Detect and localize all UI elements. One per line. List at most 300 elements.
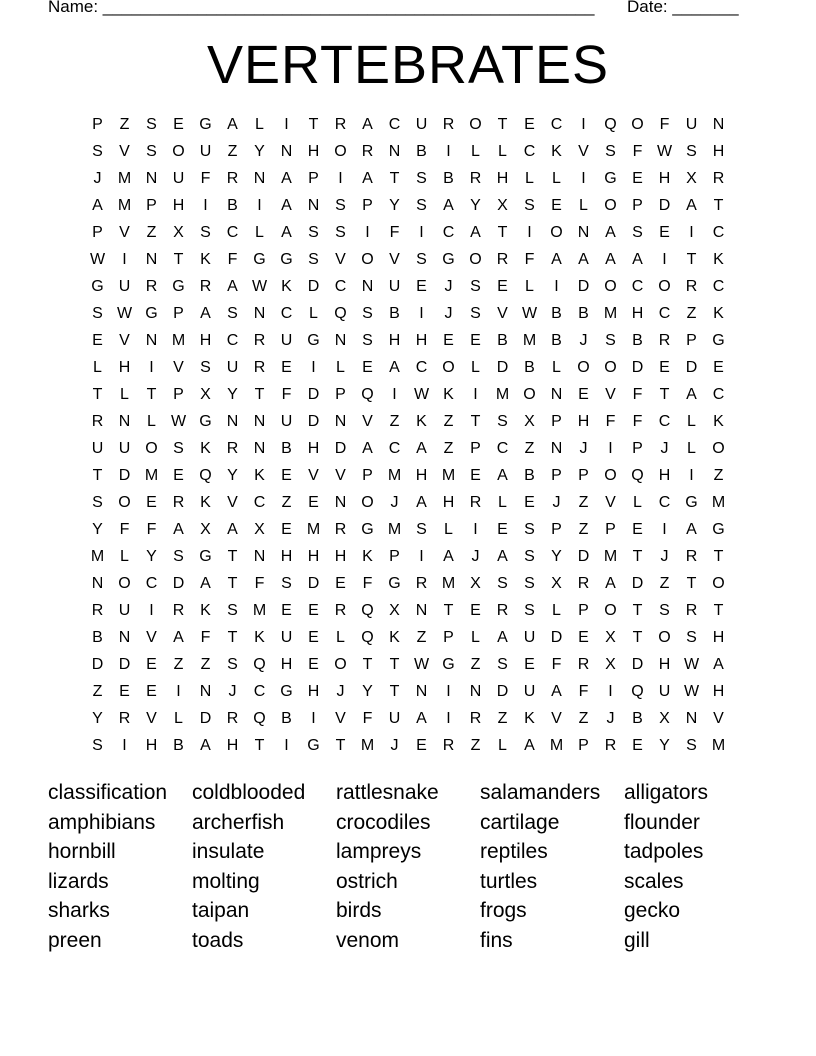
grid-letter: T — [632, 629, 643, 646]
grid-letter: C — [712, 224, 725, 241]
grid-letter: S — [92, 305, 103, 322]
grid-letter: L — [498, 494, 507, 511]
grid-letter: I — [392, 386, 397, 403]
grid-letter: M — [90, 548, 105, 565]
grid-letter: S — [146, 116, 157, 133]
grid-letter: A — [281, 224, 292, 241]
grid-letter: E — [416, 278, 427, 295]
grid-letter: E — [308, 602, 319, 619]
grid-letter: F — [659, 116, 670, 133]
grid-letter: P — [551, 521, 562, 538]
grid-letter: E — [281, 467, 292, 484]
grid-letter: B — [497, 332, 508, 349]
grid-letter: P — [173, 305, 184, 322]
grid-letter: E — [443, 332, 454, 349]
grid-letter: X — [389, 602, 400, 619]
grid-letter: W — [89, 251, 106, 268]
grid-letter: K — [416, 413, 427, 430]
grid-letter: T — [632, 548, 643, 565]
grid-letter: V — [119, 332, 130, 349]
grid-letter: R — [469, 494, 482, 511]
grid-letter: R — [199, 278, 212, 295]
grid-letter: A — [200, 575, 211, 592]
grid-letter: E — [524, 116, 535, 133]
grid-letter: H — [712, 143, 725, 160]
grid-letter: A — [443, 548, 454, 565]
grid-letter: O — [118, 575, 131, 592]
grid-letter: S — [524, 602, 535, 619]
grid-letter: M — [117, 197, 132, 214]
grid-letter: K — [254, 629, 265, 646]
grid-letter: I — [284, 737, 289, 754]
word-bank-item: venom — [336, 928, 400, 952]
grid-letter: U — [685, 116, 698, 133]
grid-letter: F — [632, 413, 643, 430]
grid-letter: H — [712, 683, 725, 700]
grid-letter: P — [605, 521, 616, 538]
grid-letter: X — [173, 224, 184, 241]
grid-letter: T — [659, 386, 670, 403]
grid-letter: O — [145, 440, 158, 457]
grid-letter: O — [469, 116, 482, 133]
grid-letter: B — [173, 737, 184, 754]
grid-letter: I — [149, 602, 154, 619]
grid-letter: I — [446, 683, 451, 700]
grid-letter: E — [281, 521, 292, 538]
grid-letter: R — [334, 602, 347, 619]
grid-letter: S — [470, 278, 481, 295]
grid-letter: Y — [254, 143, 265, 160]
grid-letter: C — [280, 305, 293, 322]
grid-letter: Z — [200, 656, 211, 673]
grid-letter: H — [442, 494, 455, 511]
grid-letter: F — [119, 521, 130, 538]
grid-letter: E — [713, 359, 724, 376]
word-bank-item: molting — [192, 869, 260, 893]
word-bank-item: coldblooded — [192, 781, 306, 804]
grid-letter: L — [498, 143, 507, 160]
grid-letter: I — [689, 467, 694, 484]
grid-letter: H — [172, 197, 185, 214]
grid-letter: C — [658, 494, 671, 511]
grid-letter: O — [523, 386, 536, 403]
grid-letter: M — [603, 305, 618, 322]
grid-letter: G — [199, 548, 212, 565]
grid-letter: R — [91, 413, 104, 430]
grid-letter: J — [390, 737, 399, 754]
word-bank-item: turtles — [480, 869, 538, 893]
grid-letter: S — [524, 575, 535, 592]
grid-letter: R — [496, 602, 509, 619]
grid-letter: Y — [470, 197, 481, 214]
grid-letter: R — [334, 116, 347, 133]
grid-letter: A — [416, 494, 427, 511]
word-bank-item: insulate — [192, 840, 265, 864]
grid-letter: Z — [92, 683, 103, 700]
word-bank-item: frogs — [480, 899, 527, 923]
grid-letter: T — [497, 116, 508, 133]
grid-letter: Z — [416, 629, 427, 646]
grid-letter: V — [335, 251, 346, 268]
grid-letter: I — [149, 359, 154, 376]
grid-letter: U — [388, 278, 401, 295]
grid-letter: V — [578, 143, 589, 160]
grid-letter: A — [362, 116, 373, 133]
grid-letter: S — [524, 197, 535, 214]
grid-letter: I — [662, 251, 667, 268]
grid-letter: M — [441, 575, 456, 592]
grid-letter: S — [200, 359, 211, 376]
grid-letter: H — [307, 548, 320, 565]
word-bank-item: gill — [624, 928, 650, 952]
grid-letter: W — [116, 305, 133, 322]
grid-letter: O — [712, 440, 725, 457]
grid-letter: R — [334, 521, 347, 538]
grid-letter: N — [334, 494, 347, 511]
grid-letter: E — [146, 656, 157, 673]
grid-letter: L — [552, 359, 561, 376]
grid-letter: K — [200, 494, 211, 511]
grid-letter: V — [389, 251, 400, 268]
grid-letter: R — [685, 602, 698, 619]
grid-letter: Z — [281, 494, 292, 511]
name-field-line: Name: ____________________________________________________ — [48, 0, 595, 16]
grid-letter: B — [281, 710, 292, 727]
grid-letter: U — [415, 116, 428, 133]
grid-letter: I — [311, 359, 316, 376]
grid-letter: J — [606, 710, 615, 727]
grid-letter: S — [227, 305, 238, 322]
grid-letter: R — [91, 602, 104, 619]
grid-letter: T — [92, 467, 103, 484]
grid-letter: L — [687, 413, 696, 430]
grid-letter: A — [551, 251, 562, 268]
grid-letter: T — [497, 224, 508, 241]
grid-letter: H — [118, 359, 131, 376]
grid-letter: G — [685, 494, 698, 511]
grid-letter: J — [552, 494, 561, 511]
grid-letter: C — [334, 278, 347, 295]
grid-letter: N — [712, 116, 725, 133]
grid-letter: I — [608, 683, 613, 700]
grid-letter: N — [685, 710, 698, 727]
grid-letter: C — [145, 575, 158, 592]
grid-letter: P — [551, 467, 562, 484]
grid-letter: F — [578, 683, 589, 700]
grid-letter: Q — [604, 116, 617, 133]
grid-letter: Q — [253, 710, 266, 727]
grid-letter: F — [200, 629, 211, 646]
grid-letter: W — [656, 143, 673, 160]
grid-letter: C — [658, 305, 671, 322]
grid-letter: D — [334, 440, 347, 457]
grid-letter: R — [685, 278, 698, 295]
grid-letter: Y — [389, 197, 400, 214]
grid-letter: I — [419, 305, 424, 322]
grid-letter: K — [362, 548, 373, 565]
grid-letter: A — [605, 224, 616, 241]
grid-letter: Y — [362, 683, 373, 700]
grid-letter: O — [550, 224, 563, 241]
grid-letter: E — [308, 629, 319, 646]
grid-letter: S — [146, 143, 157, 160]
grid-letter: V — [335, 710, 346, 727]
grid-letter: S — [173, 440, 184, 457]
word-bank-item: taipan — [192, 899, 250, 923]
grid-letter: S — [686, 629, 697, 646]
grid-letter: X — [659, 710, 670, 727]
grid-letter: O — [604, 602, 617, 619]
grid-letter: N — [415, 602, 428, 619]
grid-letter: K — [200, 440, 211, 457]
grid-letter: U — [91, 440, 104, 457]
grid-letter: R — [226, 170, 239, 187]
grid-letter: I — [419, 224, 424, 241]
grid-letter: H — [145, 737, 158, 754]
grid-letter: A — [497, 467, 508, 484]
grid-letter: G — [361, 521, 374, 538]
grid-letter: C — [712, 386, 725, 403]
grid-letter: E — [524, 494, 535, 511]
grid-letter: R — [442, 116, 455, 133]
grid-letter: E — [470, 602, 481, 619]
word-bank-item: flounder — [624, 810, 700, 834]
grid-letter: I — [365, 224, 370, 241]
grid-letter: S — [335, 224, 346, 241]
grid-letter: L — [579, 197, 588, 214]
grid-letter: O — [334, 143, 347, 160]
grid-letter: G — [442, 656, 455, 673]
grid-letter: S — [92, 494, 103, 511]
grid-letter: X — [605, 656, 616, 673]
grid-letter: N — [280, 143, 293, 160]
grid-letter: F — [632, 386, 643, 403]
grid-letter: Y — [92, 521, 103, 538]
grid-letter: X — [524, 413, 535, 430]
grid-letter: B — [632, 332, 643, 349]
grid-letter: I — [338, 170, 343, 187]
grid-letter: N — [226, 413, 239, 430]
grid-letter: O — [658, 278, 671, 295]
grid-letter: S — [416, 251, 427, 268]
grid-letter: H — [334, 548, 347, 565]
grid-letter: H — [658, 656, 671, 673]
grid-letter: V — [119, 143, 130, 160]
grid-letter: N — [307, 197, 320, 214]
grid-letter: R — [712, 170, 725, 187]
grid-letter: I — [662, 521, 667, 538]
grid-letter: A — [686, 197, 697, 214]
grid-letter: R — [685, 548, 698, 565]
grid-letter: S — [686, 143, 697, 160]
grid-letter: S — [416, 197, 427, 214]
grid-letter: G — [604, 170, 617, 187]
grid-letter: N — [415, 683, 428, 700]
grid-letter: N — [469, 683, 482, 700]
grid-letter: P — [686, 332, 697, 349]
grid-letter: H — [307, 440, 320, 457]
grid-letter: E — [416, 737, 427, 754]
grid-letter: E — [578, 386, 589, 403]
word-bank-item: preen — [48, 928, 102, 952]
grid-letter: T — [713, 548, 724, 565]
grid-letter: E — [308, 656, 319, 673]
grid-letter: S — [227, 602, 238, 619]
grid-letter: L — [255, 116, 264, 133]
grid-letter: I — [473, 521, 478, 538]
grid-letter: O — [469, 251, 482, 268]
grid-letter: E — [659, 224, 670, 241]
grid-letter: G — [280, 683, 293, 700]
word-bank-item: lampreys — [336, 840, 422, 864]
grid-letter: B — [443, 170, 454, 187]
grid-letter: U — [118, 602, 131, 619]
grid-letter: S — [335, 197, 346, 214]
grid-letter: Z — [578, 521, 589, 538]
grid-letter: S — [92, 737, 103, 754]
grid-letter: U — [388, 710, 401, 727]
grid-letter: O — [361, 251, 374, 268]
grid-letter: C — [388, 116, 401, 133]
grid-letter: T — [254, 386, 265, 403]
grid-letter: X — [254, 521, 265, 538]
grid-letter: T — [173, 251, 184, 268]
grid-letter: H — [415, 467, 428, 484]
grid-letter: O — [712, 575, 725, 592]
grid-letter: L — [120, 548, 129, 565]
grid-letter: N — [334, 413, 347, 430]
grid-letter: O — [172, 143, 185, 160]
grid-letter: B — [227, 197, 238, 214]
grid-letter: E — [659, 359, 670, 376]
grid-letter: Q — [253, 656, 266, 673]
grid-letter: Z — [578, 494, 589, 511]
grid-letter: E — [281, 602, 292, 619]
grid-letter: D — [577, 548, 590, 565]
grid-letter: D — [658, 197, 671, 214]
grid-letter: F — [524, 251, 535, 268]
grid-letter: P — [92, 116, 103, 133]
grid-letter: Z — [443, 413, 454, 430]
grid-letter: E — [578, 629, 589, 646]
grid-letter: D — [307, 413, 320, 430]
grid-letter: C — [550, 116, 563, 133]
grid-letter: D — [685, 359, 698, 376]
grid-letter: L — [309, 305, 318, 322]
grid-letter: O — [658, 629, 671, 646]
grid-letter: I — [689, 224, 694, 241]
grid-letter: Y — [146, 548, 157, 565]
grid-letter: N — [550, 440, 563, 457]
grid-letter: E — [632, 170, 643, 187]
grid-letter: J — [660, 548, 669, 565]
grid-letter: V — [308, 467, 319, 484]
grid-letter: F — [362, 710, 373, 727]
grid-letter: A — [227, 278, 238, 295]
grid-letter: E — [146, 683, 157, 700]
grid-letter: T — [632, 602, 643, 619]
word-bank-item: scales — [624, 869, 684, 893]
grid-letter: Z — [119, 116, 130, 133]
grid-letter: A — [281, 170, 292, 187]
grid-letter: J — [444, 278, 453, 295]
grid-letter: O — [604, 359, 617, 376]
grid-letter: L — [255, 224, 264, 241]
grid-letter: I — [554, 278, 559, 295]
grid-letter: L — [687, 440, 696, 457]
word-bank-item: classification — [48, 781, 168, 804]
grid-letter: A — [686, 386, 697, 403]
grid-letter: T — [470, 413, 481, 430]
grid-letter: I — [581, 170, 586, 187]
grid-letter: M — [711, 737, 726, 754]
grid-letter: J — [228, 683, 237, 700]
grid-letter: O — [577, 359, 590, 376]
grid-letter: T — [389, 170, 400, 187]
grid-letter: K — [200, 251, 211, 268]
grid-letter: G — [712, 332, 725, 349]
grid-letter: G — [199, 413, 212, 430]
grid-letter: P — [173, 386, 184, 403]
grid-letter: B — [281, 440, 292, 457]
word-bank-item: lizards — [48, 869, 109, 893]
grid-letter: X — [497, 197, 508, 214]
grid-letter: S — [281, 575, 292, 592]
grid-letter: L — [120, 386, 129, 403]
grid-letter: D — [307, 386, 320, 403]
grid-letter: D — [307, 575, 320, 592]
grid-letter: F — [632, 143, 643, 160]
grid-letter: E — [470, 467, 481, 484]
grid-letter: W — [413, 386, 430, 403]
grid-letter: S — [632, 224, 643, 241]
grid-letter: R — [469, 170, 482, 187]
grid-letter: V — [605, 386, 616, 403]
grid-letter: P — [443, 629, 454, 646]
grid-letter: M — [144, 467, 159, 484]
grid-letter: N — [118, 629, 131, 646]
grid-letter: T — [92, 386, 103, 403]
grid-letter: S — [92, 143, 103, 160]
grid-letter: D — [550, 629, 563, 646]
grid-letter: B — [632, 710, 643, 727]
grid-letter: S — [659, 602, 670, 619]
grid-letter: J — [471, 548, 480, 565]
grid-letter: R — [496, 251, 509, 268]
grid-letter: W — [683, 683, 700, 700]
grid-letter: M — [252, 602, 267, 619]
grid-letter: T — [713, 602, 724, 619]
grid-letter: S — [308, 251, 319, 268]
grid-letter: Q — [361, 386, 374, 403]
grid-letter: J — [579, 332, 588, 349]
grid-letter: K — [713, 251, 724, 268]
grid-letter: U — [199, 143, 212, 160]
grid-letter: C — [226, 224, 239, 241]
grid-letter: A — [605, 575, 616, 592]
grid-letter: L — [336, 359, 345, 376]
grid-letter: P — [389, 548, 400, 565]
grid-letter: R — [172, 494, 185, 511]
grid-letter: T — [227, 548, 238, 565]
grid-letter: Z — [524, 440, 535, 457]
grid-letter: H — [658, 467, 671, 484]
word-bank-item: salamanders — [480, 781, 601, 804]
grid-letter: S — [497, 575, 508, 592]
grid-letter: N — [577, 224, 590, 241]
grid-letter: L — [471, 629, 480, 646]
grid-letter: A — [605, 251, 616, 268]
